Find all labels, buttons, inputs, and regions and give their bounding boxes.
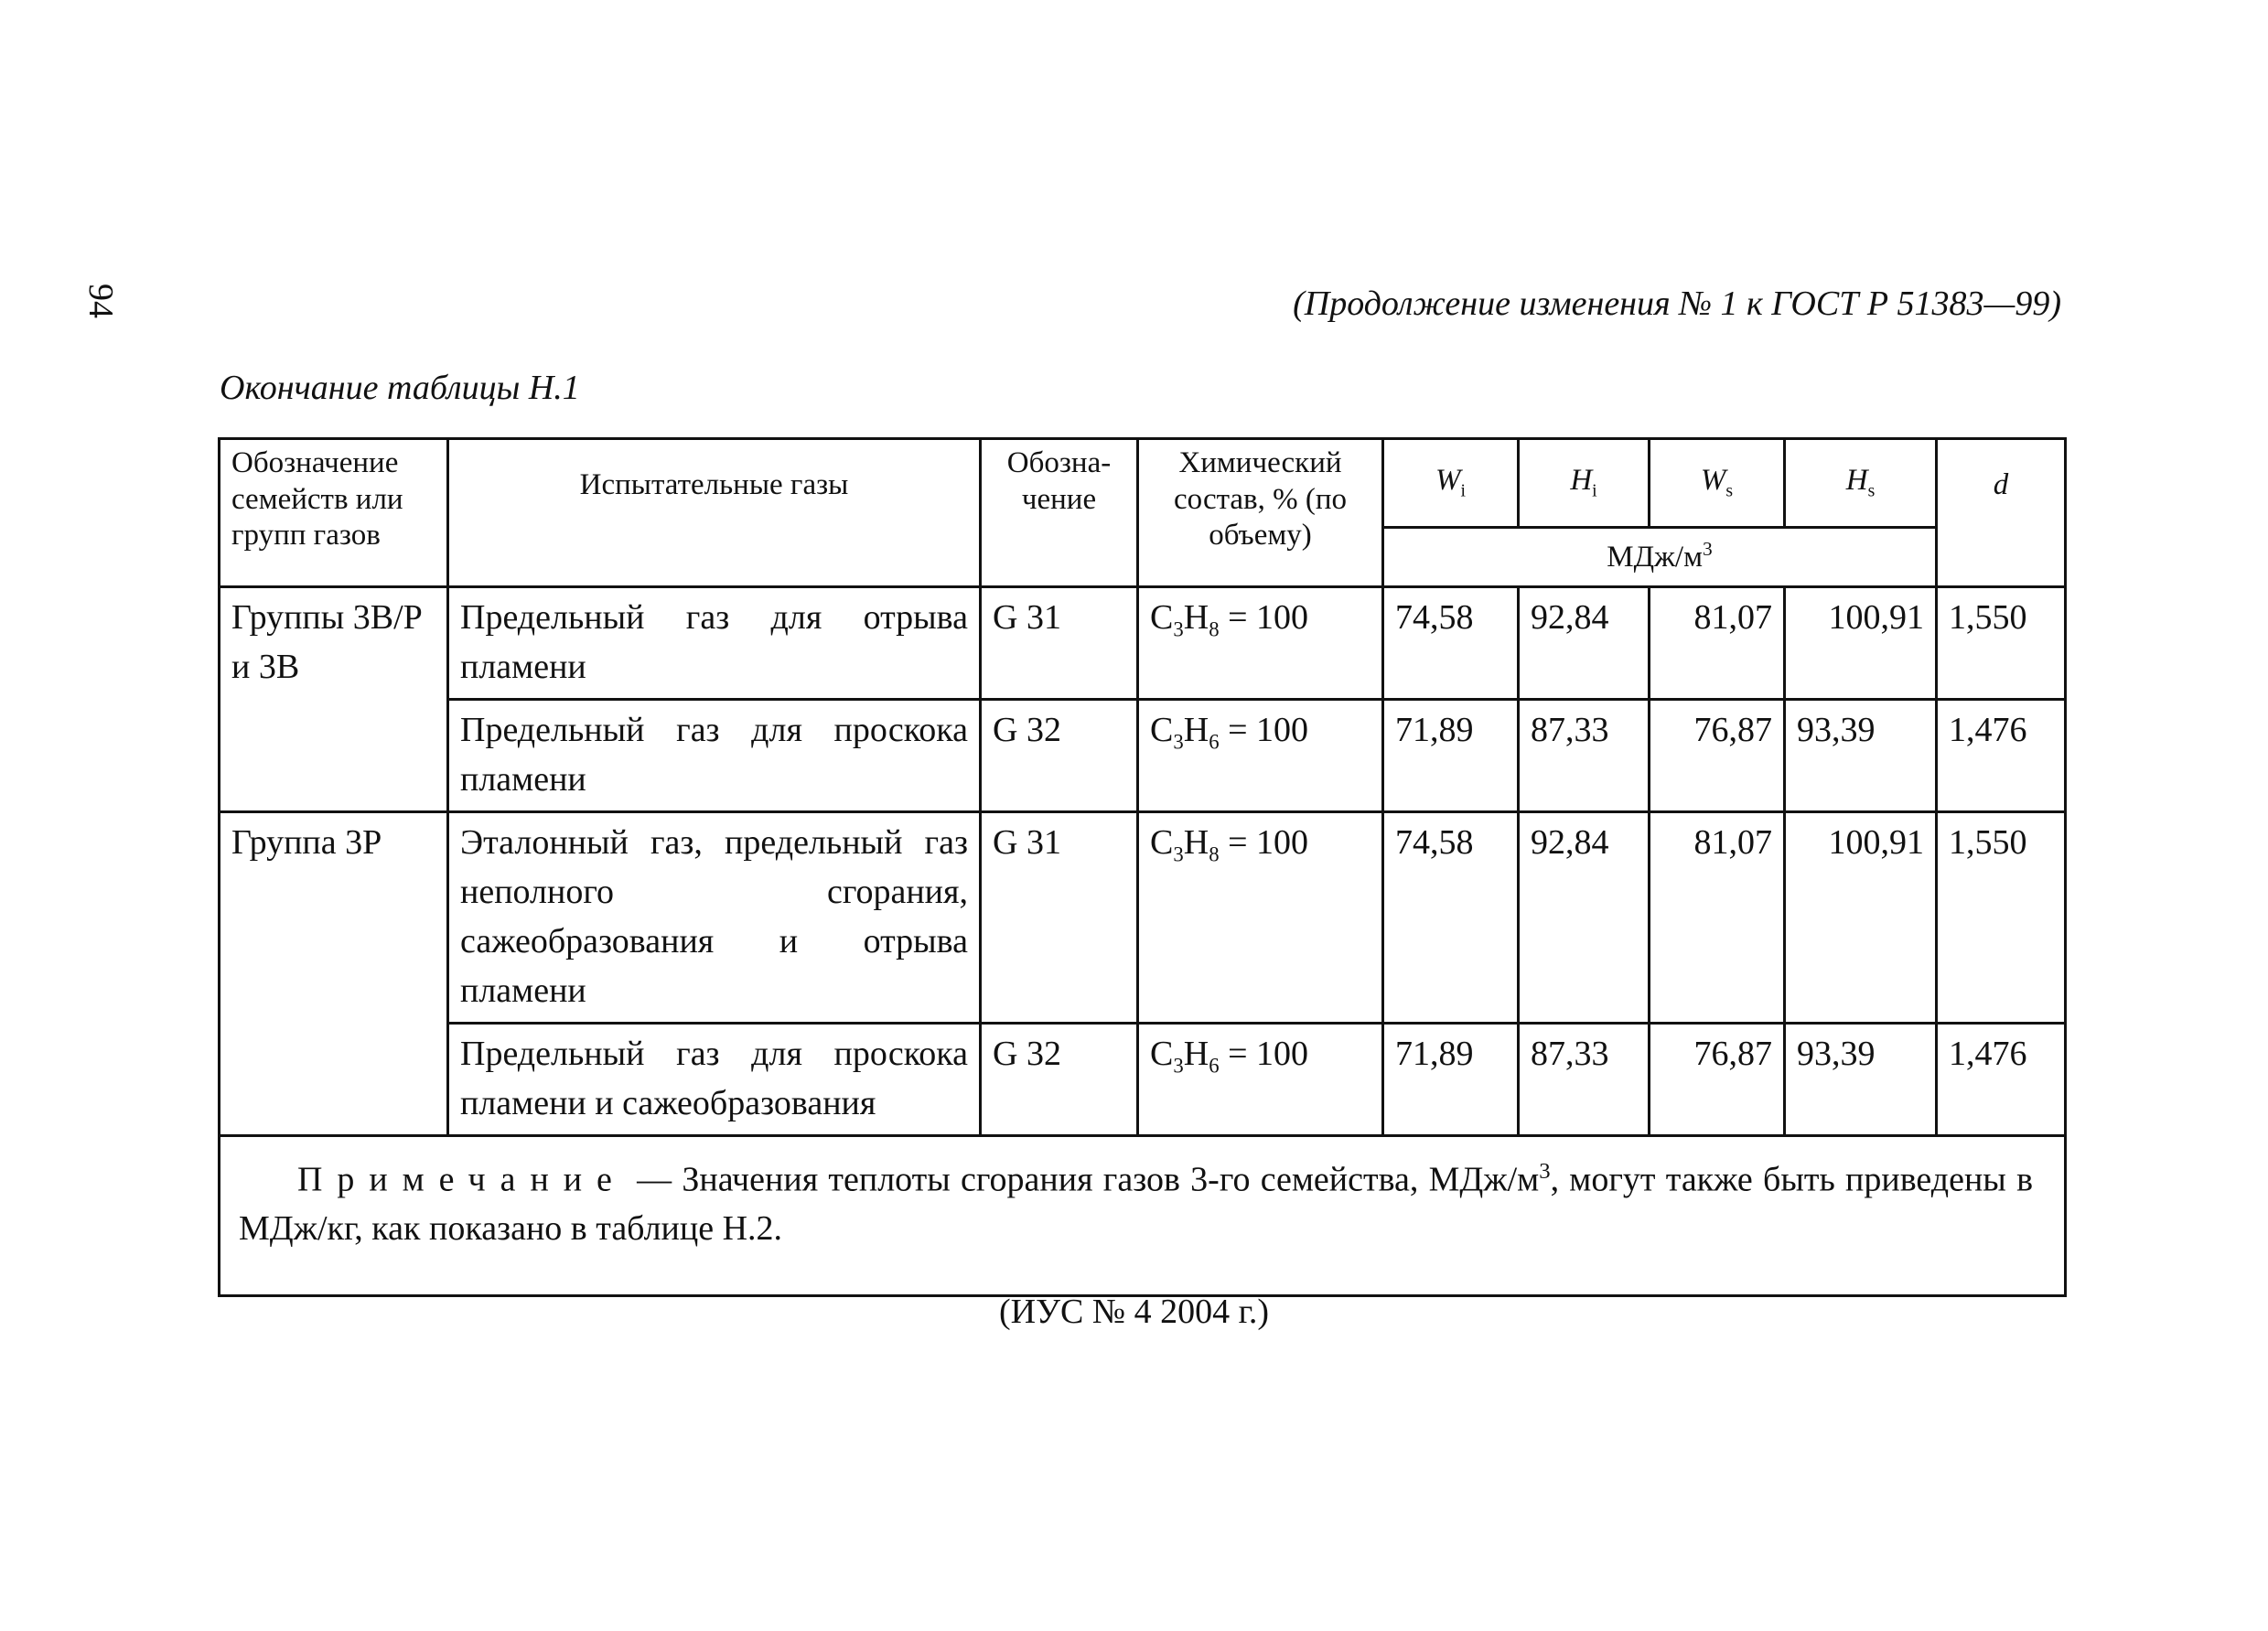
header-composition: Химический состав, % (по объему) bbox=[1138, 439, 1383, 587]
note-row bbox=[220, 1135, 2066, 1296]
note-exp: 3 bbox=[1539, 1158, 1551, 1184]
header-hi-sub: i bbox=[1592, 480, 1597, 501]
note-label: Примечание bbox=[297, 1160, 627, 1199]
header-family: Обозначение семейств или групп газов bbox=[220, 439, 448, 587]
formula-c-sub: 3 bbox=[1173, 1054, 1184, 1078]
group-name: Группа 3Р bbox=[220, 811, 448, 1135]
value-hi: 92,84 bbox=[1519, 811, 1650, 1023]
header-row bbox=[220, 439, 2066, 528]
formula-h-sub: 6 bbox=[1209, 1054, 1220, 1078]
formula-value: = 100 bbox=[1219, 1034, 1309, 1073]
header-gases: Испытательные газы bbox=[448, 439, 981, 587]
gas-formula bbox=[1138, 587, 1383, 700]
formula-c-sub: 3 bbox=[1173, 842, 1184, 866]
value-hs: 93,39 bbox=[1785, 699, 1937, 811]
header-hs-letter: H bbox=[1845, 464, 1868, 498]
formula-h: H bbox=[1183, 598, 1209, 637]
formula-h: H bbox=[1183, 1034, 1209, 1073]
value-wi: 71,89 bbox=[1383, 699, 1519, 811]
header-hi bbox=[1519, 439, 1650, 528]
gas-name: Предельный газ для отрыва пламени bbox=[448, 587, 981, 700]
gas-name: Предельный газ для проскока пламени bbox=[448, 699, 981, 811]
gas-formula bbox=[1138, 811, 1383, 1023]
gas-designation: G 32 bbox=[981, 1023, 1138, 1135]
gas-formula bbox=[1138, 1023, 1383, 1135]
header-hs bbox=[1785, 439, 1937, 528]
unit-label bbox=[1383, 528, 1937, 587]
value-d: 1,476 bbox=[1937, 699, 2066, 811]
footer-reference: (ИУС № 4 2004 г.) bbox=[998, 1293, 1270, 1331]
table-row bbox=[220, 587, 2066, 700]
header-ws-sub: s bbox=[1725, 480, 1734, 501]
value-hi: 87,33 bbox=[1519, 699, 1650, 811]
gas-name: Эталонный газ, предельный газ неполного сгорания, сажеобразования и отрыва пламени bbox=[448, 811, 981, 1023]
note-text-before: — Значения теплоты сгорания газов 3-го семейства, МДж/м bbox=[626, 1160, 1540, 1199]
note-text-after: , могут также быть приведены в МДж/кг, как показано в таблице Н.2. bbox=[239, 1160, 2034, 1249]
page-number: 94 bbox=[81, 284, 120, 318]
value-wi: 71,89 bbox=[1383, 1023, 1519, 1135]
formula-c: C bbox=[1150, 822, 1174, 862]
formula-h: H bbox=[1183, 822, 1209, 862]
formula-c: C bbox=[1150, 1034, 1174, 1073]
formula-h-sub: 6 bbox=[1209, 730, 1220, 754]
header-designation: Обозна-чение bbox=[981, 439, 1138, 587]
formula-value: = 100 bbox=[1219, 822, 1309, 862]
header-d: d bbox=[1937, 439, 2066, 587]
formula-value: = 100 bbox=[1219, 710, 1309, 749]
gas-designation: G 31 bbox=[981, 811, 1138, 1023]
gas-name: Предельный газ для проскока пламени и сажеобразования bbox=[448, 1023, 981, 1135]
value-hi: 87,33 bbox=[1519, 1023, 1650, 1135]
table-row bbox=[220, 811, 2066, 1023]
value-hs: 100,91 bbox=[1785, 811, 1937, 1023]
unit-base: МДж/м bbox=[1607, 541, 1703, 574]
value-wi: 74,58 bbox=[1383, 811, 1519, 1023]
value-hi: 92,84 bbox=[1519, 587, 1650, 700]
gas-designation: G 32 bbox=[981, 699, 1138, 811]
header-hs-sub: s bbox=[1867, 480, 1876, 501]
header-ws-letter: W bbox=[1700, 464, 1726, 498]
unit-exp: 3 bbox=[1703, 538, 1713, 561]
table-caption: Окончание таблицы Н.1 bbox=[220, 369, 580, 407]
table-note bbox=[220, 1135, 2066, 1296]
formula-c: C bbox=[1150, 598, 1174, 637]
formula-c-sub: 3 bbox=[1173, 730, 1184, 754]
formula-h-sub: 8 bbox=[1209, 617, 1220, 641]
value-ws: 76,87 bbox=[1650, 699, 1785, 811]
value-ws: 81,07 bbox=[1650, 811, 1785, 1023]
table-row bbox=[220, 699, 2066, 811]
header-hi-letter: H bbox=[1570, 464, 1593, 498]
formula-c-sub: 3 bbox=[1173, 617, 1184, 641]
value-d: 1,550 bbox=[1937, 587, 2066, 700]
formula-c: C bbox=[1150, 710, 1174, 749]
formula-h-sub: 8 bbox=[1209, 842, 1220, 866]
gas-designation: G 31 bbox=[981, 587, 1138, 700]
running-header: (Продолжение изменения № 1 к ГОСТ Р 51383—99) bbox=[1293, 284, 2061, 323]
formula-h: H bbox=[1183, 710, 1209, 749]
header-wi-sub: i bbox=[1460, 480, 1466, 501]
header-wi-letter: W bbox=[1435, 464, 1461, 498]
value-hs: 100,91 bbox=[1785, 587, 1937, 700]
group-name: Группы 3B/P и 3B bbox=[220, 587, 448, 812]
header-wi bbox=[1383, 439, 1519, 528]
formula-value: = 100 bbox=[1219, 598, 1309, 637]
value-ws: 81,07 bbox=[1650, 587, 1785, 700]
header-ws bbox=[1650, 439, 1785, 528]
value-wi: 74,58 bbox=[1383, 587, 1519, 700]
gas-formula bbox=[1138, 699, 1383, 811]
value-d: 1,476 bbox=[1937, 1023, 2066, 1135]
value-ws: 76,87 bbox=[1650, 1023, 1785, 1135]
table-row bbox=[220, 1023, 2066, 1135]
value-d: 1,550 bbox=[1937, 811, 2066, 1023]
value-hs: 93,39 bbox=[1785, 1023, 1937, 1135]
gas-table bbox=[218, 437, 2067, 1297]
